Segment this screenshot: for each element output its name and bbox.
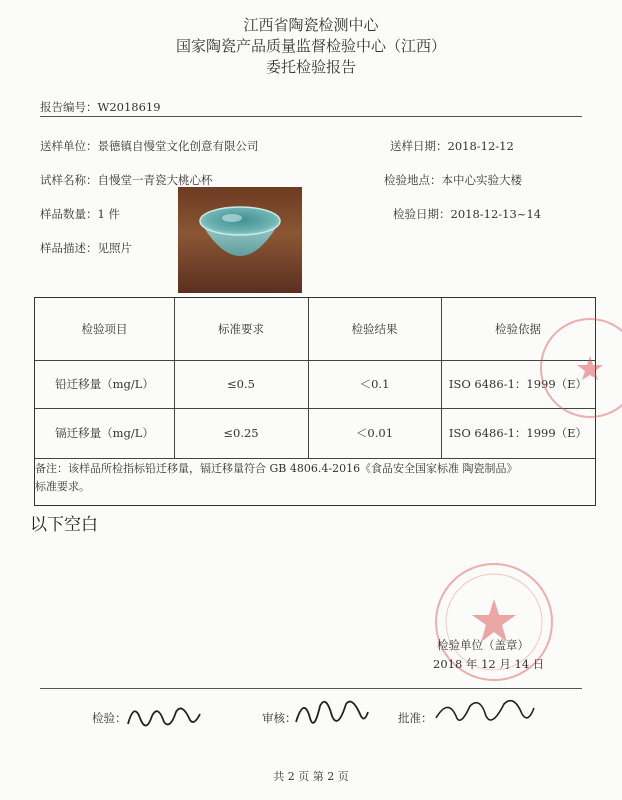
row1-item: 铅迁移量（mg/L） bbox=[55, 377, 154, 391]
row2-result: ＜0.01 bbox=[355, 426, 394, 440]
quantity-field bbox=[40, 206, 120, 222]
row1-basis: ISO 6486-1：1999（E） bbox=[448, 377, 588, 391]
sender-value: 景德镇自慢堂文化创意有限公司 bbox=[97, 139, 259, 153]
header-result: 检验结果 bbox=[351, 322, 398, 336]
row1-result: ＜0.1 bbox=[359, 377, 390, 391]
description-label: 样品描述： bbox=[40, 241, 98, 255]
send-date-label: 送样日期： bbox=[390, 139, 448, 153]
row1-standard: ≤0.5 bbox=[227, 377, 255, 391]
inspector-label: 检验： bbox=[92, 711, 127, 725]
quantity-label: 样品数量： bbox=[40, 207, 98, 221]
send-date-field bbox=[390, 138, 514, 154]
note-line-1: 备注：该样品所检指标铅迁移量，镉迁移量符合 GB 4806.4-2016《食品安全国家标准 陶瓷制品》 bbox=[35, 462, 518, 475]
sample-name-value: 自慢堂一青瓷大桃心杯 bbox=[97, 173, 213, 187]
sample-name-label: 试样名称： bbox=[40, 173, 98, 187]
report-number-value: W2018619 bbox=[97, 100, 161, 114]
header-divider bbox=[40, 116, 582, 117]
row2-item: 镉迁移量（mg/L） bbox=[55, 426, 154, 440]
row2-standard: ≤0.25 bbox=[223, 426, 259, 440]
approver-signature bbox=[430, 692, 540, 740]
send-date-value: 2018-12-12 bbox=[447, 139, 514, 153]
seal-stamp-right bbox=[540, 318, 622, 418]
footer-divider bbox=[40, 688, 582, 689]
note-line-2: 标准要求。 bbox=[35, 480, 90, 493]
reviewer-label: 审核： bbox=[262, 711, 297, 725]
sender-field bbox=[40, 138, 259, 154]
table-note bbox=[35, 460, 595, 496]
star-icon bbox=[542, 320, 622, 416]
header-basis: 检验依据 bbox=[495, 322, 541, 336]
report-title: 委托检验报告 bbox=[265, 58, 356, 76]
national-center-name: 国家陶瓷产品质量监督检验中心（江西） bbox=[175, 37, 446, 55]
page-info: 共 2 页 第 2 页 bbox=[273, 770, 349, 783]
description-field bbox=[40, 240, 132, 256]
description-value: 见照片 bbox=[97, 241, 132, 255]
inspection-unit-label: 检验单位（盖章） bbox=[437, 638, 529, 652]
row2-basis: ISO 6486-1：1999（E） bbox=[448, 426, 588, 440]
sample-photo bbox=[178, 187, 302, 293]
test-date-label: 检验日期： bbox=[393, 207, 451, 221]
inspector-signature bbox=[124, 696, 204, 740]
sender-label: 送样单位： bbox=[40, 139, 98, 153]
location-value: 本中心实验大楼 bbox=[441, 173, 522, 187]
approver-label: 批准： bbox=[398, 711, 433, 725]
header-item: 检验项目 bbox=[81, 322, 128, 336]
test-date-field bbox=[393, 206, 541, 222]
quantity-value: 1 件 bbox=[97, 207, 120, 221]
reviewer-signature bbox=[290, 692, 370, 740]
report-number-label: 报告编号： bbox=[40, 100, 98, 114]
location-label: 检验地点： bbox=[384, 173, 442, 187]
blank-note: 以下空白 bbox=[30, 515, 98, 535]
header-standard: 标准要求 bbox=[218, 322, 264, 336]
test-date-value: 2018-12-13~14 bbox=[450, 207, 542, 221]
issue-date: 2018 年 12 月 14 日 bbox=[433, 657, 545, 671]
sample-name-field bbox=[40, 172, 213, 188]
results-table bbox=[34, 297, 596, 506]
location-field bbox=[384, 172, 522, 188]
celadon-cup-image bbox=[178, 187, 302, 293]
center-name: 江西省陶瓷检测中心 bbox=[243, 16, 379, 34]
report-number bbox=[40, 99, 161, 115]
